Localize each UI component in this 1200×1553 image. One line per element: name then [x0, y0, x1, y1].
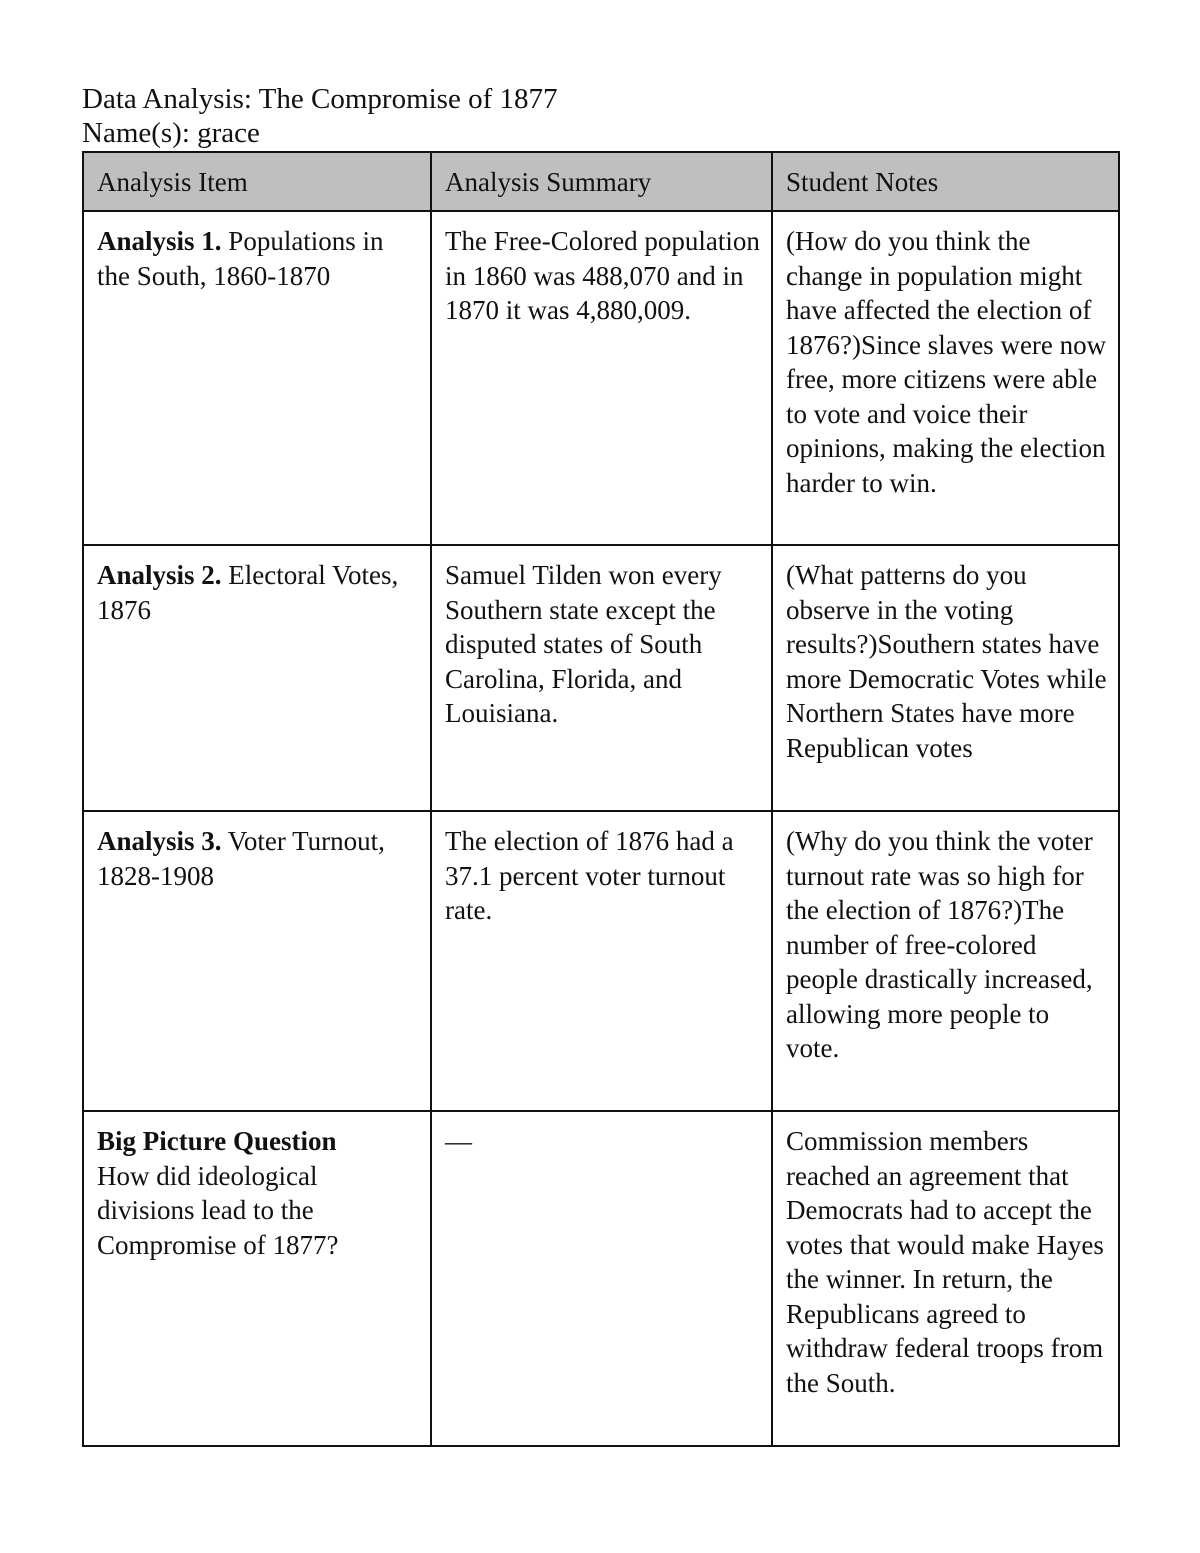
student-notes-cell: Commission members reached an agreement that Democrats had to accept the votes that would make Hayes the winner. In return, the Republicans agreed to withdraw federal troops from the South.: [772, 1111, 1119, 1446]
header-analysis-summary: Analysis Summary: [431, 152, 772, 211]
student-notes-cell: (How do you think the change in population might have affected the election of 1876?)Since slaves were now free, more citizens were able to vote and voice their opinions, making the election harder to win.: [772, 211, 1119, 545]
student-notes-cell: (What patterns do you observe in the voting results?)Southern states have more Democratic Votes while Northern States have more Republican votes: [772, 545, 1119, 811]
analysis-item-cell: [83, 211, 431, 545]
student-notes-cell: (Why do you think the voter turnout rate was so high for the election of 1876?)The number of free-colored people drastically increased, allowing more people to vote.: [772, 811, 1119, 1111]
document-title: Data Analysis: The Compromise of 1877: [82, 83, 558, 115]
analysis-item-text: Voter Turnout, 1828-1908: [97, 826, 385, 891]
header-student-notes: Student Notes: [772, 152, 1119, 211]
analysis-item-label: Analysis 1.: [97, 226, 222, 256]
analysis-summary-cell: —: [431, 1111, 772, 1446]
analysis-item-text: Electoral Votes, 1876: [97, 560, 399, 625]
table-row: [83, 1111, 1119, 1446]
analysis-table: [82, 151, 1120, 1447]
analysis-summary-cell: The election of 1876 had a 37.1 percent voter turnout rate.: [431, 811, 772, 1111]
table-row: [83, 545, 1119, 811]
table-row: [83, 811, 1119, 1111]
document-header: [82, 82, 558, 150]
analysis-summary-cell: The Free-Colored population in 1860 was 488,070 and in 1870 it was 4,880,009.: [431, 211, 772, 545]
big-picture-question-text: How did ideological divisions lead to the Compromise of 1877?: [97, 1160, 339, 1260]
table-header-row: [83, 152, 1119, 211]
analysis-item-cell: [83, 545, 431, 811]
analysis-item-label: Analysis 3.: [97, 826, 222, 856]
analysis-summary-cell: Samuel Tilden won every Southern state except the disputed states of South Carolina, Florida, and Louisiana.: [431, 545, 772, 811]
analysis-item-cell: [83, 811, 431, 1111]
header-analysis-item: Analysis Item: [83, 152, 431, 211]
analysis-item-label: Analysis 2.: [97, 560, 222, 590]
table-row: [83, 211, 1119, 545]
big-picture-question-cell: [83, 1111, 431, 1446]
analysis-item-text: Populations in the South, 1860-1870: [97, 226, 384, 291]
big-picture-label: Big Picture Question: [97, 1126, 337, 1156]
name-line: Name(s): grace: [82, 117, 260, 149]
